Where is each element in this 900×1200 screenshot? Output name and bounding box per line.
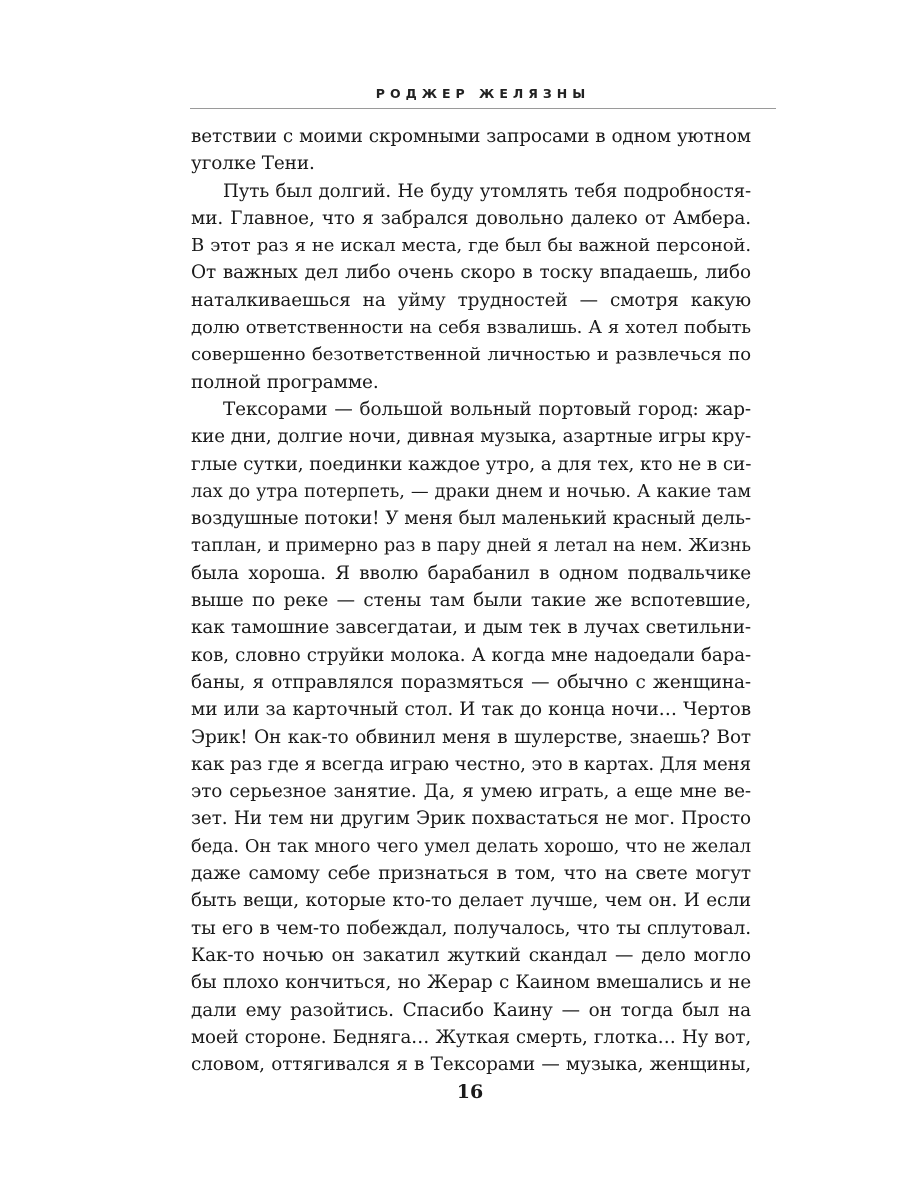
text-line: зет. Ни тем ни другим Эрик похвастаться не мог. Просто [191,808,751,830]
text-line: беда. Он так много чего умел делать хорошо, что не желал [191,835,751,857]
text-line: кие дни, долгие ночи, дивная музыка, азартные игры кру- [191,426,751,448]
text-line: моей стороне. Бедняга… Жуткая смерть, глотка… Ну вот, [191,1026,751,1048]
text-line: ми. Главное, что я забрался довольно далеко от Амбера. [191,207,751,229]
text-line: Тексорами — большой вольный портовый город: жар- [223,398,751,420]
text-line: уголке Тени. [191,153,315,175]
text-line: ветствии с моими скромными запросами в одном уютном [191,126,751,147]
text-line: Эрик! Он как-то обвинил меня в шулерстве, знаешь? Вот [191,726,751,748]
text-line: полной программе. [191,371,379,393]
text-line: словом, оттягивался я в Тексорами — музыка, женщины, [191,1054,751,1076]
page-number: 16 [456,1081,484,1103]
text-line: лах до утра потерпеть, — драки днем и ночью. А какие там [191,480,751,502]
text-line: От важных дел либо очень скоро в тоску впадаешь, либо [191,262,751,284]
text-line: глые сутки, поединки каждое утро, а для тех, кто не в си- [191,453,752,475]
text-line: это серьезное занятие. Да, я умею играть, а еще мне ве- [191,781,751,803]
text-line: таплан, и примерно раз в пару дней я летал на нем. Жизнь [191,535,751,557]
text-line: Как-то ночью он закатил жуткий скандал — дело могло [191,944,751,966]
body-text [191,123,751,1078]
text-line: как тамошние завсегдатаи, и дым тек в лучах светильни- [191,617,751,639]
text-line: наталкиваешься на уйму трудностей — смотря какую [191,289,751,311]
text-line: В этот раз я не искал места, где был бы важной персоной. [191,235,751,257]
text-line: выше по реке — стены там были такие же вспотевшие, [191,590,751,612]
text-line: даже самому себе признаться в том, что на свете могут [191,863,751,885]
text-line: ков, словно струйки молока. А когда мне надоедали бара- [191,644,751,666]
header-divider [190,108,776,109]
text-line: Путь был долгий. Не буду утомлять тебя подробностя- [223,180,751,202]
text-line: долю ответственности на себя взвалишь. А я хотел побыть [191,317,751,339]
text-line: ты его в чем-то побеждал, получалось, что ты сплутовал. [191,917,751,939]
text-line: воздушные потоки! У меня был маленький красный дель- [191,508,751,530]
text-line: быть вещи, которые кто-то делает лучше, чем он. И если [191,890,751,912]
text-line: ми или за карточный стол. И так до конца ночи… Чертов [191,699,751,721]
running-header: РОДЖЕР ЖЕЛЯЗНЫ [375,86,591,101]
text-line: совершенно безответственной личностью и развлечься по [191,344,751,366]
text-line: баны, я отправлялся поразмяться — обычно с женщина- [191,671,751,693]
text-line: бы плохо кончиться, но Жерар с Каином вмешались и не [191,972,751,994]
text-line: дали ему разойтись. Спасибо Каину — он тогда был на [191,999,751,1021]
text-line: как раз где я всегда играю честно, это в картах. Для меня [191,753,752,775]
text-line: была хороша. Я вволю барабанил в одном подвальчике [191,562,751,584]
